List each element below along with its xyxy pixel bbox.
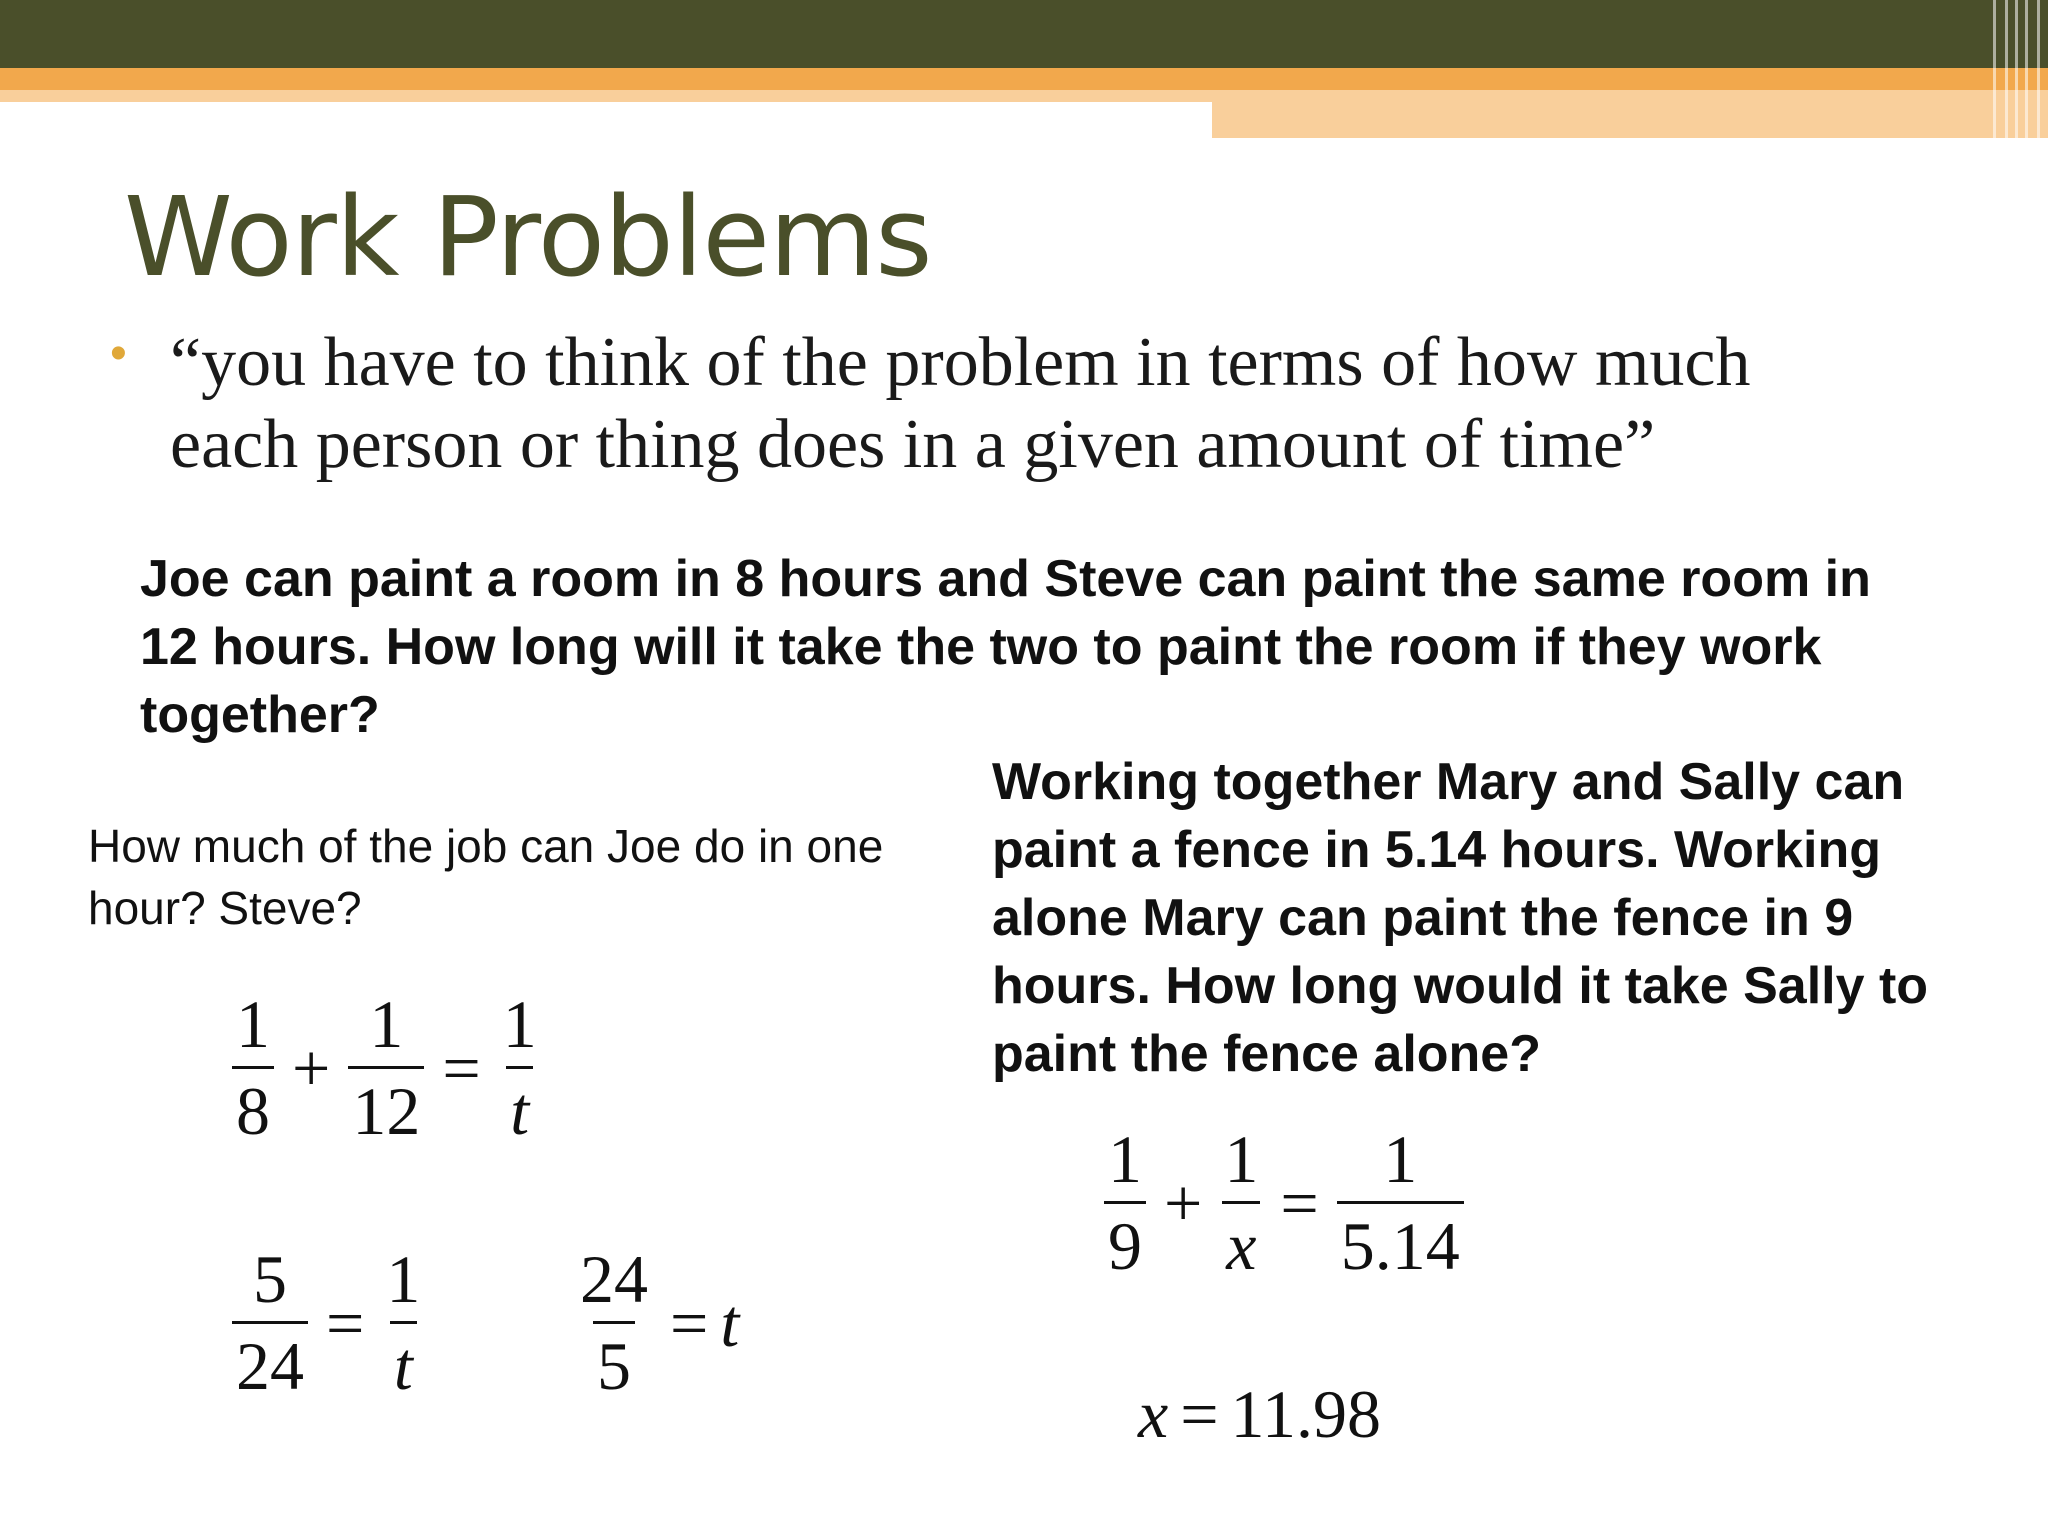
- slide-title: Work Problems: [124, 173, 932, 301]
- fraction-one-over-t: [376, 1241, 430, 1404]
- denominator: t: [506, 1066, 533, 1145]
- equals-sign: =: [1280, 1164, 1319, 1241]
- question-one-hour: How much of the job can Joe do in one hour? Steve?: [88, 820, 884, 934]
- fraction-one-twelfth: [342, 986, 430, 1149]
- fraction-one-ninth: [1098, 1121, 1152, 1284]
- header-band-orange: [0, 68, 2048, 90]
- numerator: 1: [502, 986, 537, 1062]
- plus-sign: +: [292, 1029, 331, 1106]
- denominator: 12: [348, 1066, 424, 1145]
- denominator: 5: [593, 1321, 635, 1400]
- numerator: 24: [580, 1241, 648, 1317]
- variable-x: x: [1138, 1376, 1169, 1452]
- fraction-one-over-t: [493, 986, 547, 1149]
- equation-solve-t: [570, 1241, 740, 1404]
- equation-rates-sum: [226, 986, 547, 1149]
- numerator: 1: [386, 1241, 421, 1317]
- fraction-five-over-twentyfour: [226, 1241, 314, 1404]
- header-band-dark: [0, 0, 2048, 68]
- equals-sign: =: [442, 1029, 481, 1106]
- numerator: 1: [1224, 1121, 1259, 1197]
- denominator: 9: [1104, 1201, 1146, 1280]
- numerator: 1: [1108, 1121, 1142, 1197]
- numerator: 1: [1383, 1121, 1418, 1197]
- header-edge-lines: [1985, 0, 2048, 138]
- equals-sign: =: [1180, 1376, 1219, 1452]
- problem-joe-steve: Joe can paint a room in 8 hours and Steve can paint the same room in 12 hours. How long will it take the two to paint the room if they work together?: [140, 550, 1871, 744]
- header-band-peach-left: [0, 90, 1212, 102]
- denominator: 24: [232, 1321, 308, 1400]
- bullet-quote: “you have to think of the problem in terms of how much each person or thing does in a given amount of time”: [170, 324, 1751, 483]
- denominator: 5.14: [1337, 1201, 1464, 1280]
- problem-mary-sally: Working together Mary and Sally can paint a fence in 5.14 hours. Working alone Mary can paint the fence in 9 hours. How long would it take Sally to paint the fence alone?: [992, 753, 1929, 1083]
- equals-sign: =: [670, 1284, 709, 1361]
- variable-t: t: [720, 1284, 740, 1361]
- numerator: 1: [236, 986, 270, 1062]
- numerator: 1: [369, 986, 404, 1062]
- plus-sign: +: [1164, 1164, 1203, 1241]
- numerator: 5: [253, 1241, 287, 1317]
- answer-value: 11.98: [1230, 1376, 1382, 1452]
- equals-sign: =: [326, 1284, 365, 1361]
- fraction-twentyfour-over-five: [570, 1241, 658, 1404]
- equation-mary-sally: [1098, 1121, 1470, 1284]
- denominator: t: [390, 1321, 417, 1400]
- fraction-one-over-5-14: [1331, 1121, 1470, 1284]
- denominator: x: [1222, 1201, 1260, 1280]
- fraction-one-over-x: [1214, 1121, 1268, 1284]
- equation-combined-rate: [226, 1241, 430, 1404]
- bullet-marker: •: [110, 327, 127, 380]
- denominator: 8: [232, 1066, 274, 1145]
- fraction-one-eighth: [226, 986, 280, 1149]
- header-band-peach-right: [1212, 90, 2048, 138]
- equation-answer-x: [1138, 1376, 1382, 1452]
